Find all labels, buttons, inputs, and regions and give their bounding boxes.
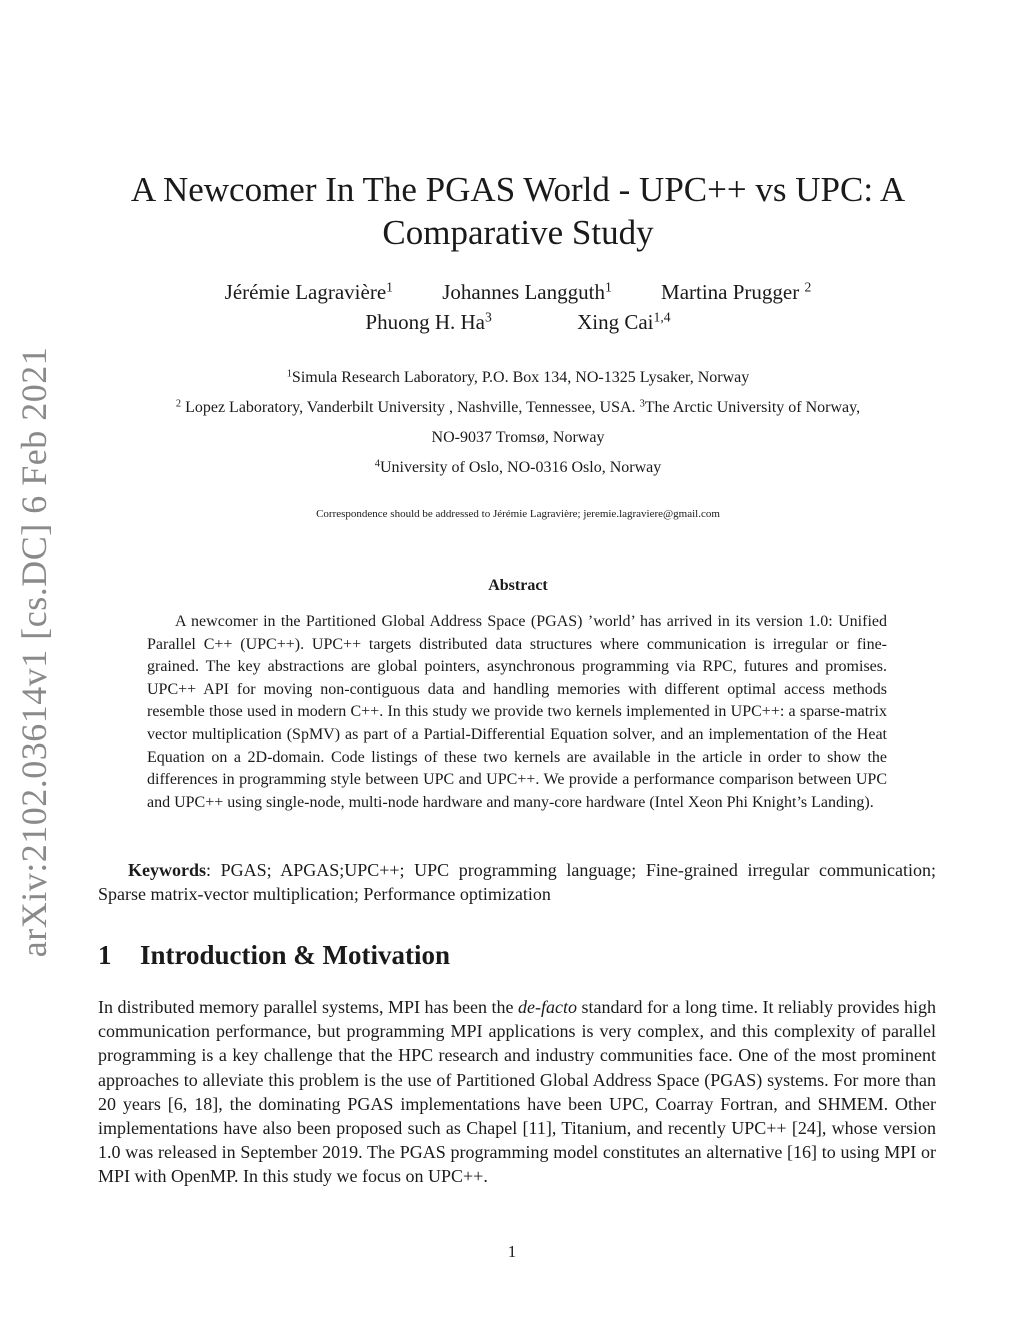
affil-mark: 4 [374, 458, 380, 470]
affiliation-2-3 [100, 393, 936, 423]
author-name: Martina Prugger [661, 280, 805, 304]
author [365, 310, 491, 335]
author-name: Xing Cai [577, 310, 654, 334]
author-name: Johannes Langguth [442, 280, 605, 304]
affiliation-4 [100, 453, 936, 483]
intro-text: standard for a long time. It reliably provides high communication performance, but programming MPI applications is very complex, and this complexity of parallel programming is a key challenge that the HPC research and industry communities face. One of the most prominent approaches to alleviate this problem is the use of Partitioned Global Address Space (PGAS) systems. For more than 20 years [6, 18], the dominating PGAS implementations have been UPC, Coarray Fortran, and SHMEM. Other implementations have also been proposed such as Chapel [11], Titanium, and recently UPC++ [24], whose version 1.0 was released in September 2019. The PGAS programming model constitutes an alternative [16] to using MPI or MPI with OpenMP. In this study we focus on UPC++. [98, 997, 936, 1187]
author [577, 310, 670, 335]
affil-mark: 1 [286, 368, 292, 380]
author-row-2 [100, 310, 936, 335]
abstract-heading: Abstract [488, 577, 548, 594]
author-affil-mark: 3 [485, 309, 492, 325]
intro-text: In distributed memory parallel systems, MPI has been the [98, 997, 519, 1017]
author-name: Jérémie Lagravière [224, 280, 387, 304]
author-affil-mark: 2 [804, 279, 812, 295]
author-row-1 [100, 280, 936, 305]
keywords-text: : PGAS; APGAS;UPC++; UPC programming language; Fine-grained irregular communication; Sparse matrix-vector multiplication; Performance optimization [98, 860, 936, 904]
section-number: 1 [98, 940, 112, 970]
arxiv-identifier: arXiv:2102.03614v1 [cs.DC] 6 Feb 2021 [14, 346, 54, 958]
intro-paragraph [98, 995, 936, 1189]
abstract-text: A newcomer in the Partitioned Global Address Space (PGAS) ’world’ has arrived in its version 1.0: Unified Parallel C++ (UPC++). UPC++ targets distributed data structures where communication is irregular or fine-grained. The key abstractions are global pointers, asynchronous programming via RPC, futures and promises. UPC++ API for moving non-contiguous data and handling memories with different optimal access methods resemble those used in modern C++. In this study we provide two kernels implemented in UPC++: a sparse-matrix vector multiplication (SpMV) as part of a Partial-Differential Equation solver, and an implementation of the Heat Equation on a 2D-domain. Code listings of these two kernels are available in the article in order to show the differences in programming style between UPC and UPC++. We provide a performance comparison between UPC and UPC++ using single-node, multi-node hardware and many-core hardware (Intel Xeon Phi Knight’s Landing). [147, 613, 887, 811]
author-affil-mark: 1,4 [653, 309, 671, 325]
author [225, 280, 393, 305]
section-heading [98, 940, 450, 971]
keywords [98, 858, 936, 906]
intro-emphasis: de-facto [518, 997, 577, 1017]
affiliations [100, 363, 936, 483]
affil-text: Lopez Laboratory, Vanderbilt University , Nashville, Tennessee, USA. [181, 399, 640, 416]
affil-mark: 3 [639, 398, 645, 410]
affil-mark: 2 [175, 398, 182, 410]
keywords-label: Keywords [128, 860, 206, 880]
paper-title: A Newcomer In The PGAS World - UPC++ vs UPC: A Comparative Study [130, 170, 906, 252]
section-title: Introduction & Motivation [140, 940, 451, 970]
affiliation-1 [100, 363, 936, 393]
author-affil-mark: 1 [604, 279, 612, 295]
page-number: 1 [507, 1242, 517, 1261]
affil-text: The Arctic University of Norway, [644, 399, 861, 416]
author-name: Phuong H. Ha [365, 310, 486, 334]
affiliation-3-cont: NO-9037 Tromsø, Norway [431, 429, 605, 446]
affil-text: Simula Research Laboratory, P.O. Box 134, NO-1325 Lysaker, Norway [291, 369, 750, 386]
author-affil-mark: 1 [386, 279, 393, 295]
author [442, 280, 612, 305]
author [661, 280, 811, 305]
correspondence-note: Correspondence should be addressed to Jérémie Lagravière; jeremie.lagraviere@gmail.com [316, 508, 720, 520]
affil-text: University of Oslo, NO-0316 Oslo, Norway [379, 459, 662, 476]
